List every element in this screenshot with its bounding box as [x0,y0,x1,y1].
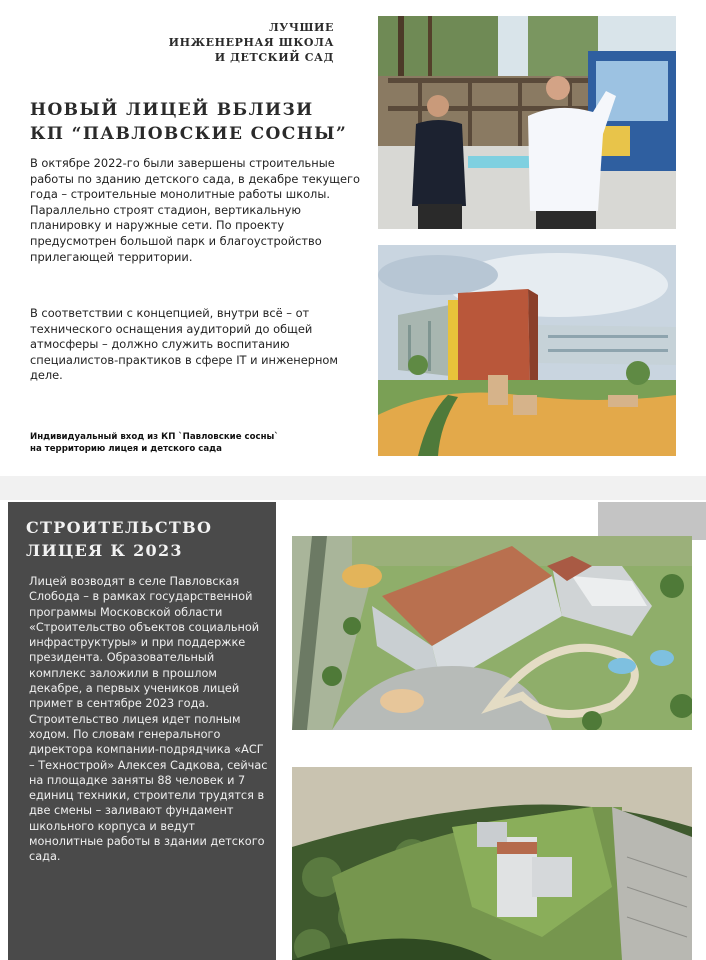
photo-aerial-wide [292,767,692,960]
accent-bar [598,502,706,540]
paragraph-construction: В октябре 2022-го были завершены строительные работы по зданию детского сада, в декабре текущего года – строительные монолитные работы школы. Параллельно строят стадион, вертикальную планировку и наружные сети. По проекту предусмотрен большой парк и благоустройство прилегающей территории. [30,156,360,264]
kicker-line: ИНЖЕНЕРНАЯ ШКОЛА [168,36,334,49]
photo-caption [30,431,350,455]
kicker-line: И ДЕТСКИЙ САД [214,51,334,64]
title-line: КП “ПАВЛОВСКИЕ СОСНЫ” [30,124,348,144]
photo-school-render [378,245,676,456]
photo-site-visit [378,16,676,229]
section-divider [0,476,706,500]
title-line: ЛИЦЕЯ К 2023 [26,541,183,560]
article-title [30,98,360,146]
kicker-heading [74,20,334,65]
section-title [26,516,266,562]
caption-line: Индивидуальный вход из КП `Павловские сосны` [30,432,279,442]
title-line: СТРОИТЕЛЬСТВО [26,518,213,537]
kicker-line: ЛУЧШИЕ [268,21,334,34]
caption-line: на территорию лицея и детского сада [30,444,222,454]
paragraph-lyceum-construction: Лицей возводят в селе Павловская Слобода – в рамках государственной программы Московской области «Строительство объектов социальной инфраструктуры» и при поддержке президента. Образовательный комплекс заложили в прошлом декабре, а первых учеников лицей примет в сентябре 2023 года. Строительство лицея идет полным ходом. По словам генерального директора компании-подрядчика «АСГ – Технострой» Алексея Садкова, сейчас на площадке заняты 88 человек и 7 единиц техники, строители трудятся в две смены – заливают фундамент школьного корпуса и ведут монолитные работы в здании детского сада. [29,575,268,864]
title-line: НОВЫЙ ЛИЦЕЙ ВБЛИЗИ [30,100,314,120]
paragraph-concept: В соответствии с концепцией, внутри всё – от технического оснащения аудиторий до общей атмосферы – должно служить воспитанию специалистов-практиков в сфере IT и инженерном деле. [30,306,338,383]
photo-aerial-render [292,536,692,730]
